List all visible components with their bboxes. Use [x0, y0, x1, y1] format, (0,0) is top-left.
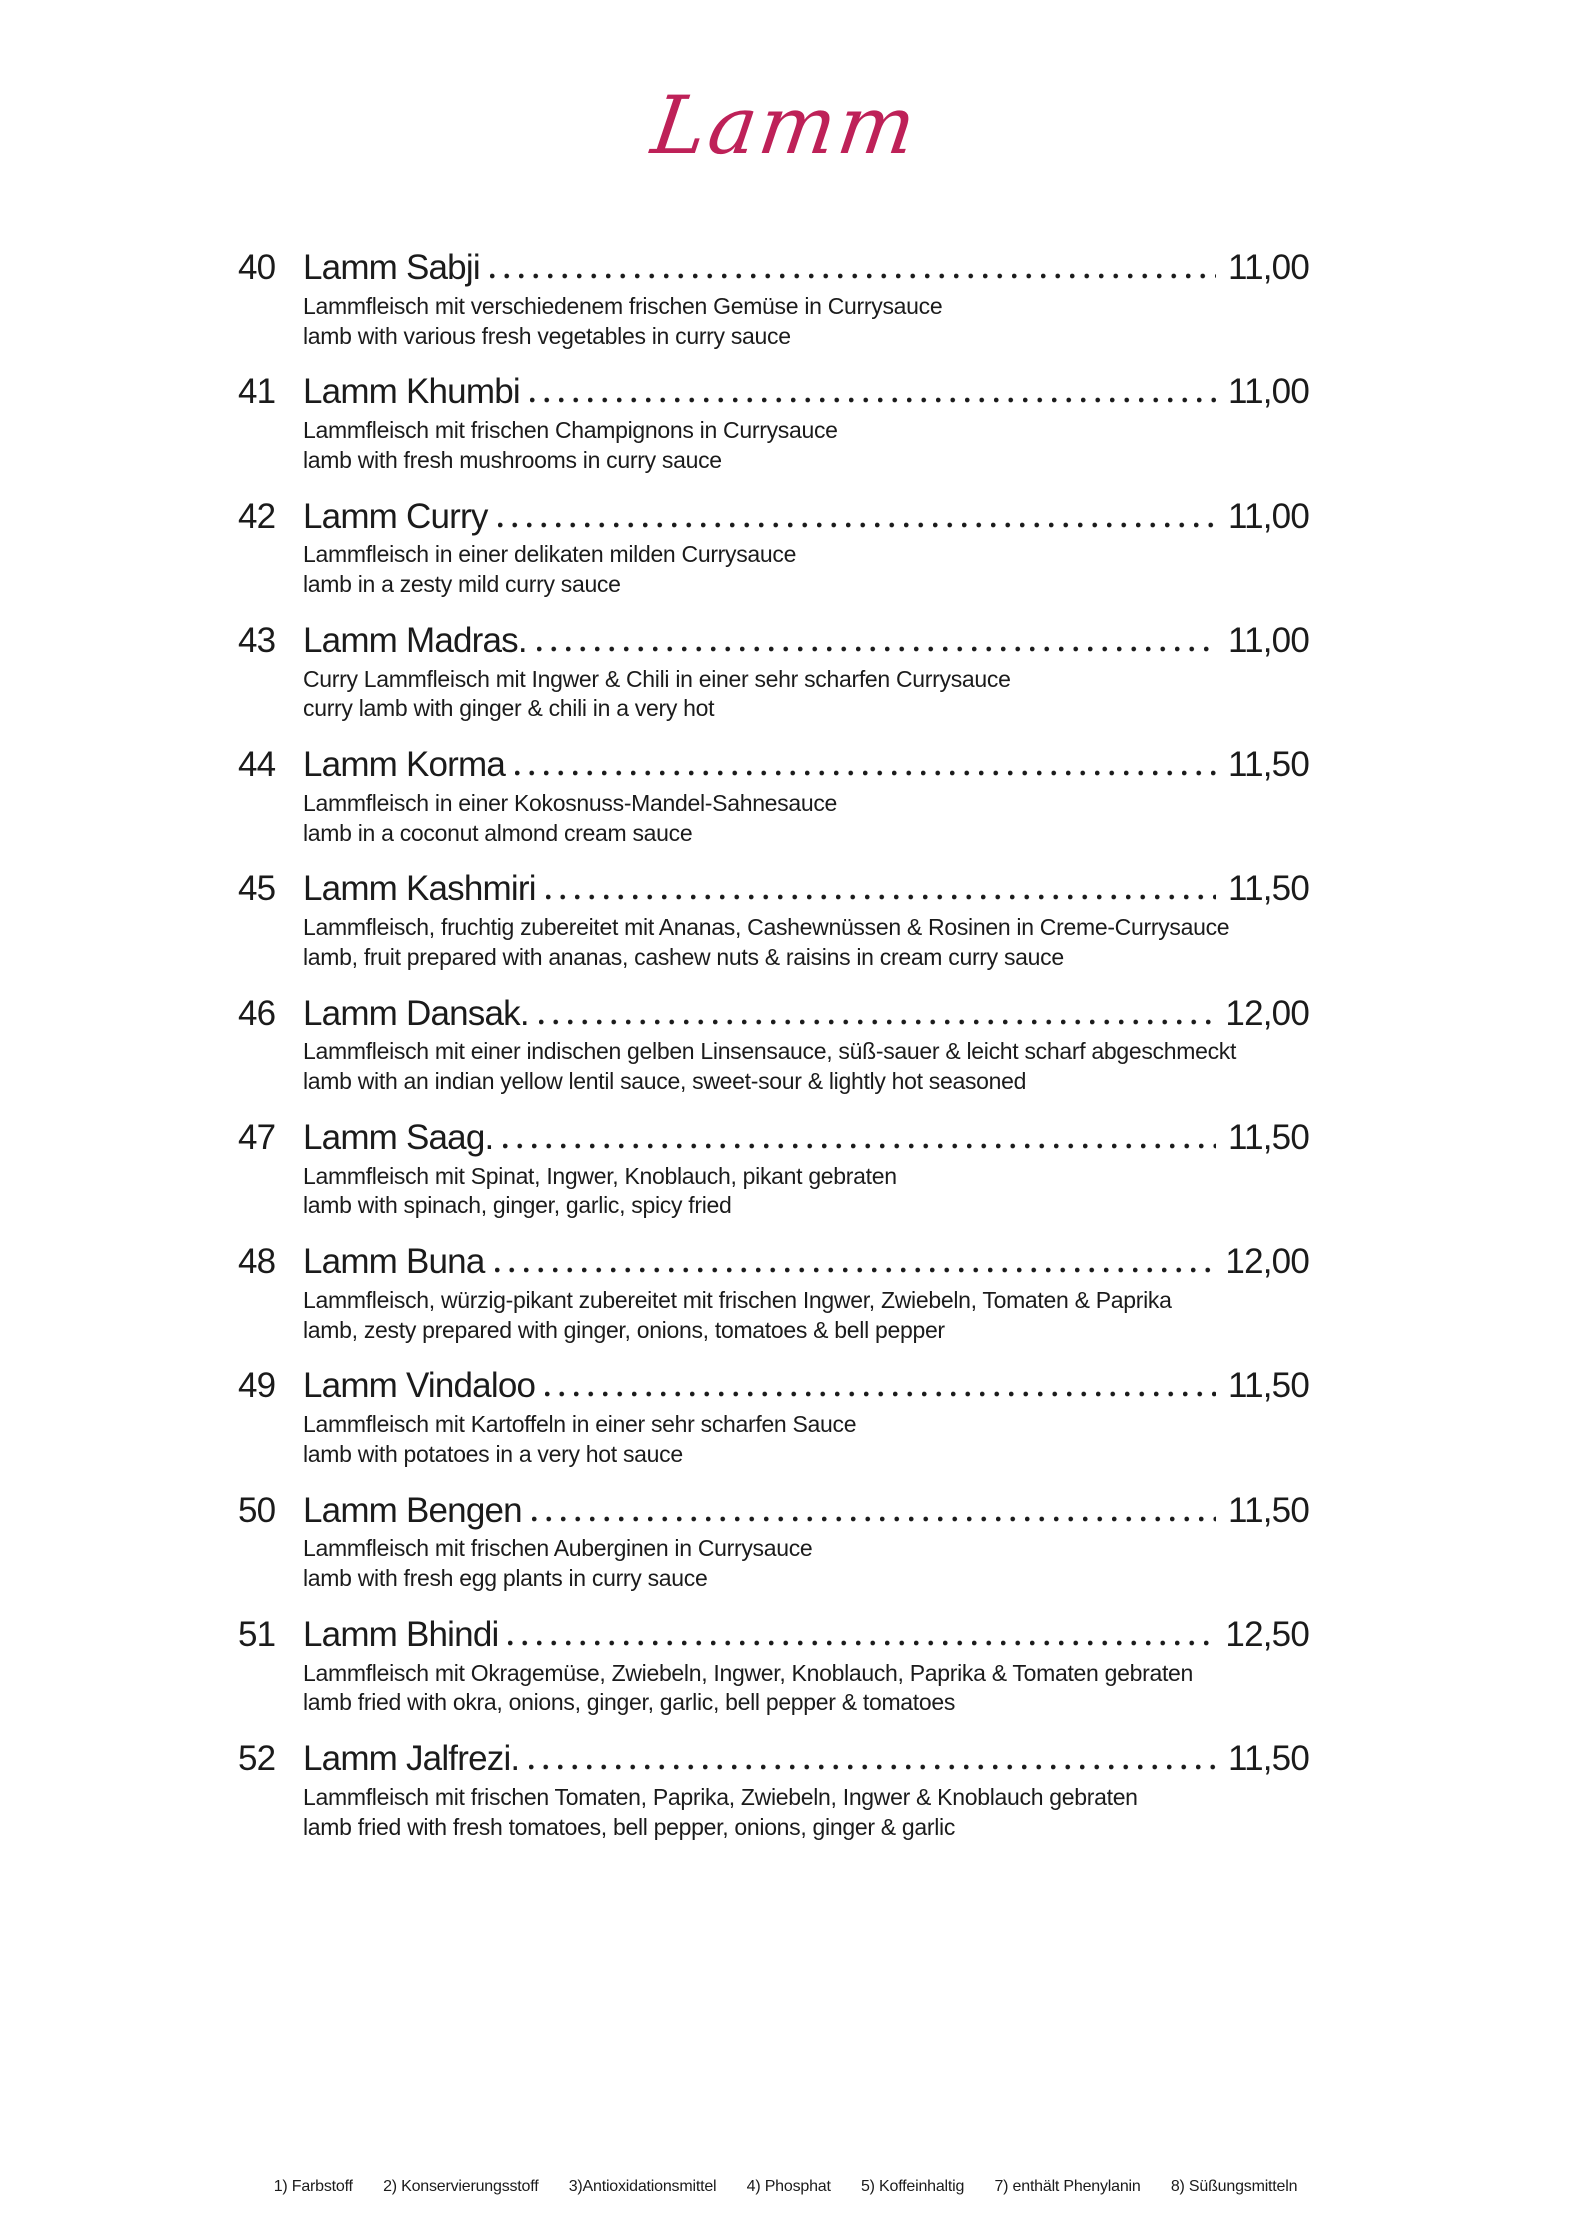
- menu-item-head: [238, 1490, 1309, 1530]
- item-description-german: Lammfleisch, würzig-pikant zubereitet mit frischen Ingwer, Zwiebeln, Tomaten & Paprika: [303, 1286, 1172, 1313]
- page-header: [0, 79, 1571, 172]
- item-number: 51: [238, 1614, 276, 1654]
- item-name: Lamm Saag.: [303, 1117, 494, 1157]
- item-description-german: Lammfleisch mit einer indischen gelben Linsensauce, süß-sauer & leicht scharf abgeschmeckt: [303, 1038, 1237, 1065]
- item-description-german: Lammfleisch mit verschiedenem frischen Gemüse in Currysauce: [303, 292, 943, 319]
- item-description-english: lamb with spinach, ginger, garlic, spicy fried: [303, 1192, 732, 1219]
- footnote: 1) Farbstoff: [273, 2178, 353, 2195]
- menu-item-head: [238, 1368, 1309, 1405]
- item-name: Lamm Buna: [303, 1242, 485, 1281]
- menu-item-head: [238, 1244, 1309, 1281]
- item-description-english: lamb with potatoes in a very hot sauce: [303, 1440, 683, 1467]
- item-price: 11,50: [1228, 1117, 1309, 1157]
- menu-item-head: [238, 871, 1309, 908]
- item-name: Lamm Jalfrezi.: [303, 1739, 520, 1778]
- dotted-leader: [545, 1391, 1216, 1397]
- item-description-english: lamb with an indian yellow lentil sauce, sweet-sour & lightly hot seasoned: [303, 1068, 1027, 1094]
- item-name: Lamm Dansak.: [303, 993, 529, 1033]
- dotted-leader: [508, 1640, 1213, 1646]
- item-price: 11,00: [1228, 620, 1309, 660]
- item-description-german: Lammfleisch mit Kartoffeln in einer sehr scharfen Sauce: [303, 1411, 857, 1437]
- item-description-german: Lammfleisch mit Okragemüse, Zwiebeln, Ingwer, Knoblauch, Paprika & Tomaten gebraten: [303, 1659, 1194, 1686]
- item-number: 40: [238, 248, 276, 287]
- menu-item-head: [238, 496, 1309, 536]
- item-description-english: lamb, zesty prepared with ginger, onions, tomatoes & bell pepper: [303, 1316, 945, 1343]
- item-price: 11,50: [1228, 869, 1309, 909]
- item-price: 12,50: [1225, 1614, 1309, 1654]
- item-name: Lamm Bengen: [303, 1490, 522, 1530]
- menu-item: [238, 496, 1309, 599]
- menu-item-head: [238, 993, 1309, 1033]
- item-price: 11,00: [1228, 372, 1309, 412]
- item-name: Lamm Vindaloo: [303, 1366, 536, 1406]
- menu-item: [238, 871, 1309, 971]
- menu-item: [238, 1117, 1309, 1220]
- item-price: 11,00: [1228, 496, 1309, 536]
- item-number: 44: [238, 745, 276, 784]
- item-description-english: lamb, fruit prepared with ananas, cashew nuts & raisins in cream curry sauce: [303, 943, 1064, 970]
- item-description-german: Lammfleisch in einer delikaten milden Currysauce: [303, 541, 797, 568]
- menu-item-head: [238, 747, 1309, 784]
- item-description-german: Lammfleisch mit Spinat, Ingwer, Knoblauch, pikant gebraten: [303, 1162, 897, 1189]
- dotted-leader: [503, 1143, 1216, 1149]
- menu-item-head: [238, 620, 1309, 660]
- item-name: Lamm Madras.: [303, 620, 527, 660]
- item-description-english: lamb with various fresh vegetables in curry sauce: [303, 322, 791, 349]
- item-price: 12,00: [1225, 1242, 1309, 1281]
- menu-item: [238, 374, 1309, 474]
- dotted-leader: [495, 1267, 1214, 1273]
- item-name: Lamm Khumbi: [303, 372, 520, 412]
- menu-item: [238, 1614, 1309, 1717]
- item-number: 43: [238, 620, 276, 660]
- dotted-leader: [515, 770, 1216, 776]
- item-description-english: lamb with fresh mushrooms in curry sauce: [303, 446, 722, 473]
- dotted-leader: [530, 397, 1216, 403]
- dotted-leader: [498, 522, 1216, 528]
- menu-item: [238, 250, 1309, 350]
- item-number: 50: [238, 1490, 276, 1530]
- menu-item: [238, 1368, 1309, 1468]
- page-title: Lamm: [646, 79, 925, 172]
- item-description-english: lamb in a zesty mild curry sauce: [303, 571, 621, 597]
- dotted-leader: [539, 1019, 1214, 1025]
- menu-item-head: [238, 250, 1309, 287]
- item-price: 12,00: [1225, 993, 1309, 1033]
- item-price: 11,50: [1228, 1490, 1309, 1530]
- dotted-leader: [532, 1516, 1216, 1522]
- item-number: 42: [238, 496, 276, 536]
- footnote: 2) Konservierungsstoff: [383, 2178, 539, 2195]
- footnote: 7) enthält Phenylanin: [994, 2178, 1141, 2195]
- item-description-german: Lammfleisch mit frischen Auberginen in Currysauce: [303, 1535, 813, 1562]
- menu-item: [238, 620, 1309, 723]
- dotted-leader: [546, 894, 1216, 900]
- item-number: 48: [238, 1242, 276, 1281]
- item-price: 11,50: [1228, 1366, 1309, 1406]
- item-description-german: Curry Lammfleisch mit Ingwer & Chili in einer sehr scharfen Currysauce: [303, 665, 1011, 692]
- item-number: 46: [238, 993, 276, 1033]
- menu-item-head: [238, 1741, 1309, 1778]
- footnotes-bar: [0, 2178, 1571, 2196]
- menu-item: [238, 747, 1309, 847]
- footnote: 3)Antioxidationsmittel: [568, 2178, 717, 2195]
- item-name: Lamm Kashmiri: [303, 869, 536, 909]
- item-price: 11,50: [1228, 745, 1309, 784]
- dotted-leader: [490, 273, 1216, 279]
- item-number: 45: [238, 869, 276, 909]
- item-number: 41: [238, 372, 276, 412]
- menu-item: [238, 1490, 1309, 1593]
- item-description-english: lamb fried with okra, onions, ginger, garlic, bell pepper & tomatoes: [303, 1689, 956, 1716]
- footnote: 5) Koffeinhaltig: [860, 2178, 965, 2195]
- item-name: Lamm Sabji: [303, 248, 480, 287]
- item-description-german: Lammfleisch mit frischen Tomaten, Paprika, Zwiebeln, Ingwer & Knoblauch gebraten: [303, 1783, 1138, 1810]
- dotted-leader: [529, 1764, 1216, 1770]
- item-description-english: lamb in a coconut almond cream sauce: [303, 819, 693, 846]
- menu-item-head: [238, 374, 1309, 411]
- item-name: Lamm Korma: [303, 745, 506, 784]
- menu-item-list: [238, 250, 1309, 1865]
- item-description-english: curry lamb with ginger & chili in a very hot: [303, 695, 715, 722]
- footnote: 4) Phosphat: [746, 2178, 831, 2195]
- item-description-german: Lammfleisch mit frischen Champignons in Currysauce: [303, 417, 838, 443]
- item-number: 47: [238, 1117, 276, 1157]
- item-description-german: Lammfleisch in einer Kokosnuss-Mandel-Sahnesauce: [303, 789, 838, 816]
- item-number: 49: [238, 1366, 276, 1406]
- item-name: Lamm Bhindi: [303, 1614, 499, 1654]
- menu-item: [238, 993, 1309, 1096]
- item-price: 11,00: [1228, 248, 1309, 287]
- item-description-german: Lammfleisch, fruchtig zubereitet mit Ananas, Cashewnüssen & Rosinen in Creme-Currysauce: [303, 914, 1230, 940]
- menu-item: [238, 1741, 1309, 1841]
- menu-item-head: [238, 1117, 1309, 1157]
- footnote: 8) Süßungsmitteln: [1170, 2178, 1298, 2195]
- item-name: Lamm Curry: [303, 496, 488, 536]
- item-description-english: lamb fried with fresh tomatoes, bell pepper, onions, ginger & garlic: [303, 1813, 956, 1840]
- menu-item-head: [238, 1614, 1309, 1654]
- menu-item: [238, 1244, 1309, 1344]
- item-price: 11,50: [1228, 1739, 1309, 1778]
- item-description-english: lamb with fresh egg plants in curry sauce: [303, 1565, 708, 1591]
- item-number: 52: [238, 1739, 276, 1778]
- dotted-leader: [537, 646, 1216, 652]
